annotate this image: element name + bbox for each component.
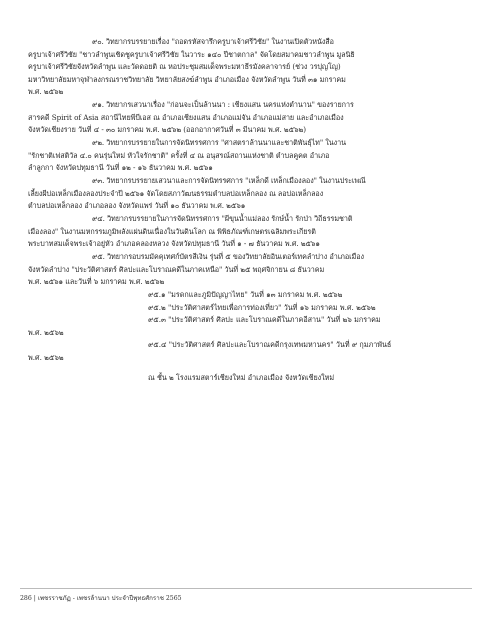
sub-item-95-3-cont: พ.ศ. ๒๕๖๒ bbox=[28, 327, 64, 337]
text-line: ๙๒. วิทยากรบรรยายในการจัดนิทรรศการ "ศาสตราล้านนาและชาติพันธุ์ไท" ในงาน bbox=[92, 138, 346, 147]
text-line: จังหวัดเชียงราย วันที่ ๔ - ๓๐ มกราคม พ.ศ. ๒๕๖๒ (ออกอากาศวันที่ ๓ มีนาคม พ.ศ. ๒๕๖๒) bbox=[28, 125, 306, 135]
text-line: ครูบาเจ้าศรีวิชัย "ชาวลำพูนเชิดชูครูบาเจ้าศรีวิชัย ในวาระ ๑๔๐ ปีชาตกาล" จัดโดยสมาคมชาวลำพูน มูลนิธิ bbox=[28, 49, 355, 59]
sub-item-95-4-cont: พ.ศ. ๒๕๖๒ bbox=[28, 352, 64, 362]
list-item-93 bbox=[28, 175, 472, 213]
text-line: พ.ศ. ๒๕๖๒ bbox=[28, 87, 64, 97]
page-footer: 286 | เพชรราชภัฏ - เพชรล้านนา ประจำปีพุทธศักราช 2565 bbox=[20, 595, 182, 602]
text-line: ลำลูกกา จังหวัดปทุมธานี วันที่ ๑๒ - ๑๖ ธันวาคม พ.ศ. ๒๕๖๑ bbox=[28, 163, 213, 173]
text-line: ๙๔. วิทยากรบรรยายในการจัดนิทรรศการ "ผีขุนน้ำแม่ลอง รักษ์น้ำ รักป่า วิถีธรรมชาติ bbox=[92, 214, 353, 223]
venue-line: ณ ชั้น ๒ โรงแรมสตาร์เชียงใหม่ อำเภอเมือง จังหวัดเชียงใหม่ bbox=[148, 373, 335, 382]
list-item-92 bbox=[28, 137, 472, 175]
list-item-91 bbox=[28, 99, 472, 137]
text-line: ๙๕. วิทยากรอบรมมัคคุเทศก์บัตรสีเงิน รุ่นที่ ๕ ของวิทยาลัยอินเตอร์เทคลำปาง อำเภอเมือง bbox=[92, 252, 364, 261]
text-line: ๙๐. วิทยากรบรรยายเรื่อง "ถอดรหัสจารึกครูบาเจ้าศรีวิชัย" ในงานเปิดตัวหนังสือ bbox=[92, 37, 334, 46]
sub-item-95-1: ๙๕.๑ "มรดกและภูมิปัญญาไทย" วันที่ ๑๓ มกราคม พ.ศ. ๒๕๖๒ bbox=[148, 290, 343, 299]
text-line: ตำบลบ่อเหล็กลอง อำเภอลอง จังหวัดแพร่ วันที่ ๑๐ ธันวาคม พ.ศ. ๒๕๖๑ bbox=[28, 201, 246, 211]
text-line: จังหวัดลำปาง "ประวัติศาสตร์ ศิลปะและโบราณคดีในภาคเหนือ" วันที่ ๒๕ พฤศจิกายน ๘ ธันวาคม bbox=[28, 264, 325, 274]
text-line: มหาวิทยาลัยมหาจุฬาลงกรณราชวิทยาลัย วิทยาลัยสงฆ์ลำพูน อำเภอเมือง จังหวัดลำพูน วันที่ ๓๑ มกราคม bbox=[28, 74, 346, 84]
text-line: "รักชาติเฟสติวัล ๔.๐ คนรุ่นใหม่ หัวใจรักชาติ" ครั้งที่ ๔ ณ อนุสรณ์สถานแห่งชาติ ตำบลคูคต อำเภอ bbox=[28, 150, 330, 160]
list-item-90 bbox=[28, 36, 472, 99]
sub-item-95-3: ๙๕.๓ "ประวัติศาสตร์ ศิลปะ และโบราณคดีในภาคอีสาน" วันที่ ๒๖ มกราคม bbox=[148, 315, 381, 325]
list-item-94 bbox=[28, 213, 472, 251]
text-line: ๙๓. วิทยากรบรรยายเสวนาและการจัดนิทรรศการ "เหล็กดี เหล็กเมืองลอง" ในงานประเพณี bbox=[92, 176, 366, 185]
text-line: สารคดี Spirit of Asia สถานีไทยพีบีเอส ณ อำเภอเชียงแสน อำเภอแม่จัน อำเภอแม่สาย และอำเภอเมือง bbox=[28, 112, 344, 122]
text-line: ครูบาเจ้าศรีวิชัยจังหวัดลำพูน และวัดดอยติ ณ หอประชุมสมเด็จพระมหาธีรมังคลาจารย์ (ช่วง วรปุญโญ) bbox=[28, 62, 341, 72]
sub-list bbox=[28, 289, 472, 365]
text-line: พระบาทสมเด็จพระเจ้าอยู่หัว อำเภอคลองหลวง จังหวัดปทุมธานี วันที่ ๑ - ๗ ธันวาคม พ.ศ. ๒๕๖๑ bbox=[28, 239, 320, 249]
list-item-95 bbox=[28, 251, 472, 289]
text-line: เมืองลอง" ในงานมหกรรมภูมิพลังแผ่นดินเนื่องในวันดินโลก ณ พิพิธภัณฑ์เกษตรเฉลิมพระเกียรติ bbox=[28, 226, 316, 236]
sub-item-95-2: ๙๕.๒ "ประวัติศาสตร์ไทยเพื่อการท่องเที่ยว" วันที่ ๑๖ มกราคม พ.ศ. ๒๕๖๒ bbox=[148, 302, 376, 312]
footer-divider bbox=[20, 588, 472, 589]
text-line: เลี้ยงผีบ่อเหล็กเมืองลองประจำปี ๒๕๖๑ จัดโดยสภาวัฒนธรรมตำบลบ่อเหล็กลอง ณ ลอบ่อเหล็กลอง bbox=[28, 188, 324, 198]
text-line: พ.ศ. ๒๕๖๑ และวันที่ ๖ มกราคม พ.ศ. ๒๕๖๒ bbox=[28, 277, 165, 287]
text-line: ๙๑. วิทยากรเสวนาเรื่อง "ก่อนจะเป็นล้านนา : เชียงแสน นครแห่งตำนาน" ของรายการ bbox=[92, 100, 354, 109]
sub-item-95-4: ๙๕.๔ "ประวัติศาสตร์ ศิลปะและโบราณคดีกรุงเทพมหานคร" วันที่ ๙ กุมภาพันธ์ bbox=[148, 340, 392, 350]
